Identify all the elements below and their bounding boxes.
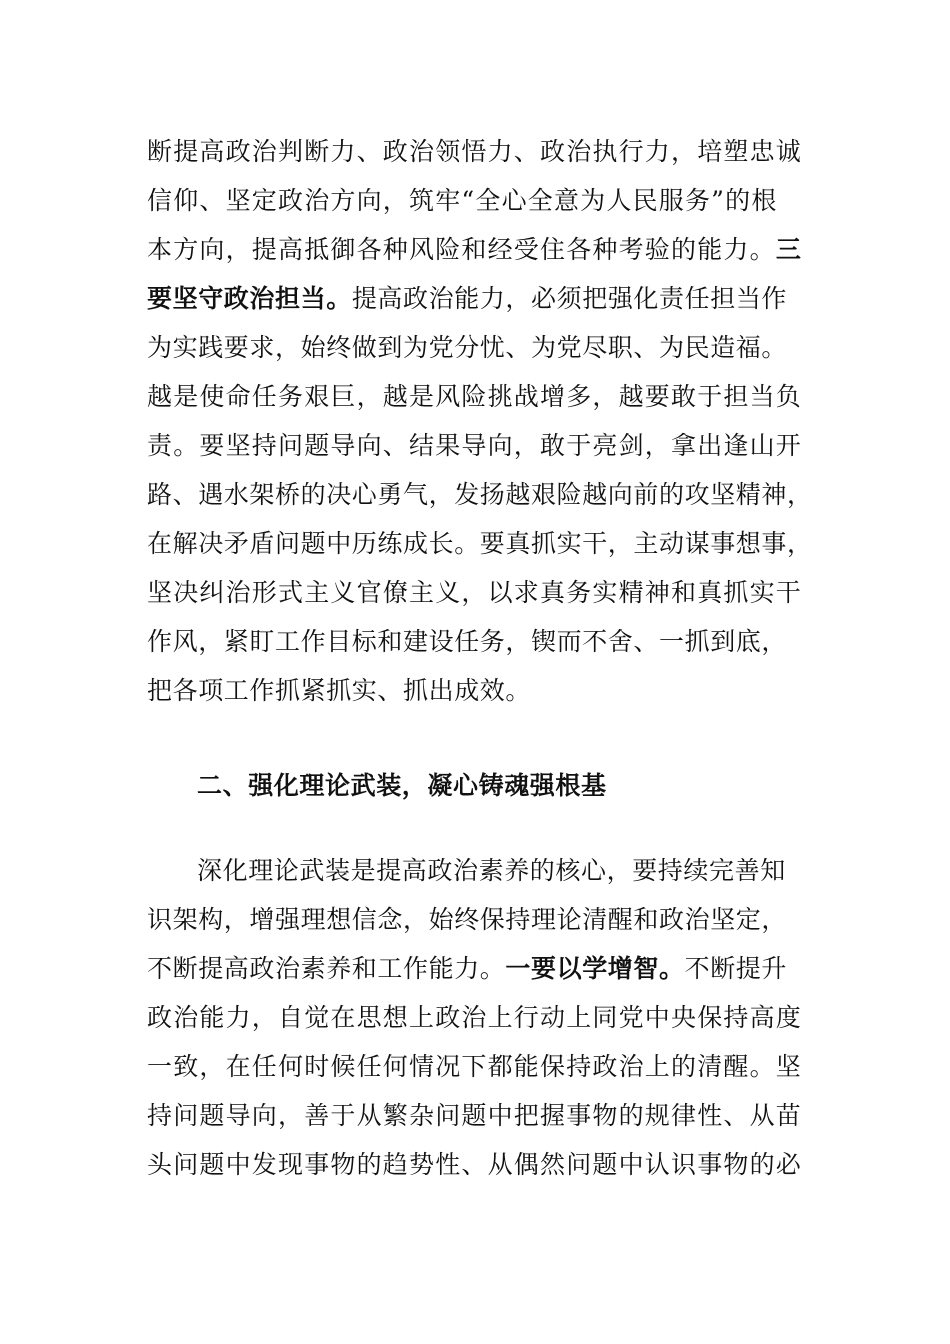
paragraph-line [147, 284, 787, 314]
paragraph-text: 提高政治能力，必须把强化责任担当作 [351, 284, 788, 313]
bold-subheading: 一要以学增智。 [505, 954, 685, 983]
paragraph-line: 责。要坚持问题导向、结果导向，敢于亮剑，拿出逢山开 [147, 431, 803, 460]
paragraph-line: 为实践要求，始终做到为党分忧、为党尽职、为民造福。 [147, 333, 788, 362]
paragraph-line: 在解决矛盾问题中历练成长。要真抓实干，主动谋事想事， [147, 529, 813, 558]
bold-subheading: 要坚守政治担当。 [147, 284, 352, 313]
paragraph-line: 持问题导向，善于从繁杂问题中把握事物的规律性、从苗 [147, 1101, 803, 1130]
paragraph-line: 把各项工作抓紧抓实、抓出成效。 [147, 676, 532, 705]
paragraph-line: 越是使命任务艰巨，越是风险挑战增多，越要敢于担当负 [147, 382, 803, 411]
paragraph-text: 不断提高政治素养和工作能力。 [147, 954, 506, 983]
paragraph-line [147, 954, 787, 984]
paragraph-line [147, 235, 803, 265]
paragraph-line: 断提高政治判断力、政治领悟力、政治执行力，培塑忠诚 [147, 137, 803, 166]
paragraph-line: 识架构，增强理想信念，始终保持理论清醒和政治坚定， [147, 905, 788, 934]
paragraph-line: 路、遇水架桥的决心勇气，发扬越艰险越向前的攻坚精神， [147, 480, 813, 509]
paragraph-line: 作风，紧盯工作目标和建设任务，锲而不舍、一抓到底， [147, 627, 788, 656]
bold-text: 三 [775, 235, 803, 264]
paragraph-line: 坚决纠治形式主义官僚主义，以求真务实精神和真抓实干 [147, 578, 803, 607]
paragraph-line: 一致，在任何时候任何情况下都能保持政治上的清醒。坚 [147, 1052, 803, 1081]
section-heading: 二、强化理论武装，凝心铸魂强根基 [197, 771, 607, 800]
paragraph-line: 信仰、坚定政治方向，筑牢“全心全意为人民服务”的根 [147, 186, 778, 215]
paragraph-text: 不断提升 [684, 954, 788, 983]
paragraph-line: 政治能力，自觉在思想上政治上行动上同党中央保持高度 [147, 1003, 803, 1032]
paragraph-line: 头问题中发现事物的趋势性、从偶然问题中认识事物的必 [147, 1150, 803, 1179]
paragraph-text: 本方向，提高抵御各种风险和经受住各种考验的能力。 [147, 235, 776, 264]
paragraph-line: 深化理论武装是提高政治素养的核心，要持续完善知 [197, 856, 786, 885]
